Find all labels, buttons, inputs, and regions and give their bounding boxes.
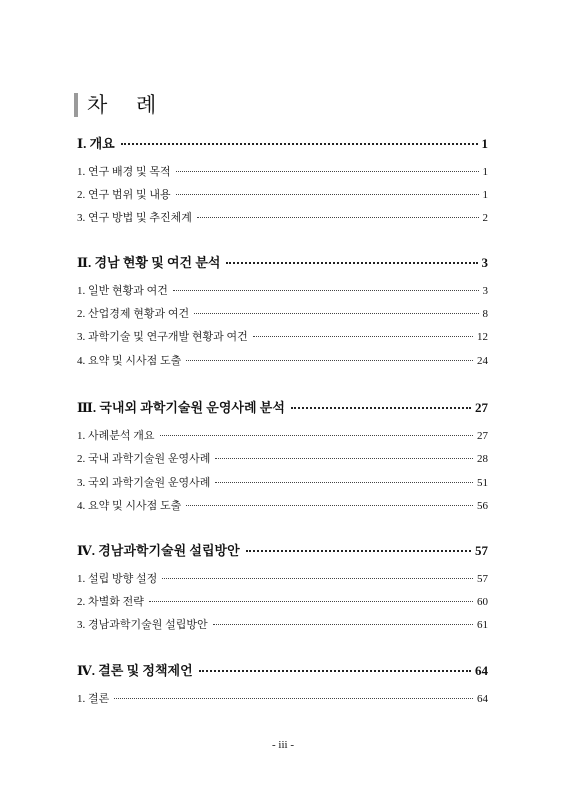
section-title: 4. 요약 및 시사점 도출 [77, 355, 182, 367]
chapter-title: Ⅳ. 결론 및 정책제언 [77, 663, 193, 678]
toc-section-entry[interactable] [77, 352, 488, 368]
page-number: 3 [481, 255, 488, 270]
toc-section-entry[interactable] [77, 474, 488, 490]
chapter-title: Ⅳ. 경남과학기술원 설립방안 [77, 543, 240, 558]
dot-leader [176, 194, 479, 195]
section-title: 1. 연구 배경 및 목적 [77, 166, 171, 178]
page-number: 64 [475, 663, 488, 678]
page-number: 60 [477, 596, 488, 608]
section-title: 3. 경남과학기술원 설립방안 [77, 619, 208, 631]
dot-leader [213, 624, 473, 625]
toc-section-entry[interactable] [77, 427, 488, 443]
toc-section-entry[interactable] [77, 209, 488, 225]
section-title: 2. 연구 범위 및 내용 [77, 189, 171, 201]
dot-leader [121, 143, 478, 145]
page-number: 1 [481, 136, 488, 151]
heading-bar-marker [74, 93, 78, 117]
toc-chapter-entry[interactable] [77, 397, 488, 416]
toc-chapter-entry[interactable] [77, 252, 488, 271]
section-title: 3. 연구 방법 및 추진체계 [77, 212, 192, 224]
section-title: 3. 과학기술 및 연구개발 현황과 여건 [77, 331, 248, 343]
toc-section-entry[interactable] [77, 282, 488, 298]
section-title: 1. 결론 [77, 693, 110, 705]
page-number: 28 [477, 453, 488, 465]
page-number: 3 [482, 285, 488, 297]
chapter-title: Ⅲ. 국내외 과학기술원 운영사례 분석 [77, 400, 285, 415]
page-footer: - iii - [272, 739, 294, 751]
dot-leader [186, 505, 473, 506]
toc-section-entry[interactable] [77, 593, 488, 609]
dot-leader [215, 458, 473, 459]
page-number: 57 [477, 573, 488, 585]
dot-leader [226, 262, 477, 264]
page-number: 51 [477, 477, 488, 489]
dot-leader [149, 601, 473, 602]
dot-leader [114, 698, 473, 699]
dot-leader [162, 578, 473, 579]
page-number: 27 [475, 400, 488, 415]
chapter-title: Ⅰ. 개요 [77, 136, 115, 151]
dot-leader [197, 217, 479, 218]
page-number: 64 [477, 693, 488, 705]
dot-leader [215, 482, 473, 483]
toc-section-entry[interactable] [77, 570, 488, 586]
page-number: 1 [482, 189, 488, 201]
dot-leader [160, 435, 473, 436]
section-title: 4. 요약 및 시사점 도출 [77, 500, 182, 512]
toc-chapter-entry[interactable] [77, 660, 488, 679]
page-number: 2 [482, 212, 488, 224]
section-title: 2. 차별화 전략 [77, 596, 144, 608]
page-number: 27 [477, 430, 488, 442]
page-number: 57 [475, 543, 488, 558]
toc-heading [74, 92, 167, 118]
toc-section-entry[interactable] [77, 328, 488, 344]
dot-leader [199, 670, 471, 672]
section-title: 3. 국외 과학기술원 운영사례 [77, 477, 211, 489]
toc-section-entry[interactable] [77, 163, 488, 179]
dot-leader [176, 171, 479, 172]
toc-chapter-entry[interactable] [77, 540, 488, 559]
section-title: 1. 사례분석 개요 [77, 430, 155, 442]
dot-leader [246, 550, 471, 552]
dot-leader [253, 336, 473, 337]
page-number: 8 [482, 308, 488, 320]
page-number: 12 [477, 331, 488, 343]
dot-leader [194, 313, 478, 314]
dot-leader [291, 407, 471, 409]
chapter-title: Ⅱ. 경남 현황 및 여건 분석 [77, 255, 221, 270]
section-title: 1. 설립 방향 설정 [77, 573, 158, 585]
toc-section-entry[interactable] [77, 616, 488, 632]
section-title: 1. 일반 현황과 여건 [77, 285, 168, 297]
toc-section-entry[interactable] [77, 305, 488, 321]
page-number: 1 [482, 166, 488, 178]
dot-leader [186, 360, 473, 361]
toc-section-entry[interactable] [77, 186, 488, 202]
dot-leader [173, 290, 479, 291]
section-title: 2. 국내 과학기술원 운영사례 [77, 453, 211, 465]
page-number: 56 [477, 500, 488, 512]
page-number: 61 [477, 619, 488, 631]
toc-section-entry[interactable] [77, 450, 488, 466]
toc-section-entry[interactable] [77, 690, 488, 706]
section-title: 2. 산업경제 현황과 여건 [77, 308, 190, 320]
toc-chapter-entry[interactable] [77, 133, 488, 152]
toc-section-entry[interactable] [77, 497, 488, 513]
page-number: 24 [477, 355, 488, 367]
toc-title: 차 례 [87, 93, 168, 117]
